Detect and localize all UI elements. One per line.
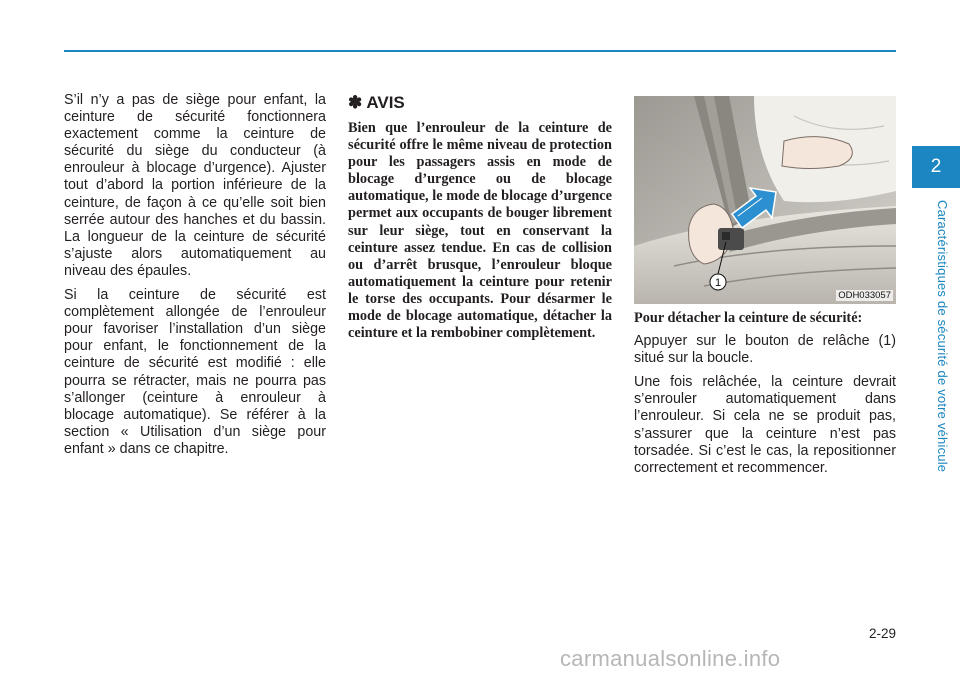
watermark-text: carmanualsonline.info (560, 646, 781, 671)
release-step-2: Une fois relâchée, la ceinture devrait s’enrouler automatiquement dans l’enrouleur. Si cela ne se produit pas, s’assurer que la ceinture n’est pas torsadée. Si c’est le cas, la repositionner correctement et recommencer. (634, 374, 896, 476)
notice-body: Bien que l’enrouleur de la ceinture de sécurité offre le même niveau de protection pour les passagers assis en mode de blocage d’urgence ou de blocage automatique, le mode de blocage d’urgence permet aux occupants de bouger librement sur leur siège, tout en conservant la ceinture assez tendue. En cas de collision ou d’arrêt brusque, l’enrouleur bloque automatiquement la ceinture pour retenir le torse des occupants. Pour désarmer le mode de blocage automatique, détacher la ceinture et la rembobiner complètement. (348, 120, 612, 342)
seatbelt-release-illustration (634, 96, 896, 304)
paragraph-fully-extended: Si la ceinture de sécurité est complètement allongée de l’enrouleur pour favoriser l’installation d’un siège pour enfant, le fonctionnement de la ceinture de sécurité est modifié : elle pourra se rétracter, mais ne pourra pas s’allonger (ceinture à enrouleur à blocage automatique). Se référer à la section « Utilisation d’un siège pour enfant » dans ce chapitre. (64, 287, 326, 457)
notice-box (348, 92, 612, 342)
chapter-tab: 2 (912, 146, 960, 188)
release-heading: Pour détacher la ceinture de sécurité: (634, 310, 863, 326)
figure-code: ODH033057 (838, 290, 891, 301)
release-step-1: Appuyer sur le bouton de relâche (1) situé sur la boucle. (634, 333, 896, 367)
left-column (64, 92, 326, 465)
chapter-title: Caractéristiques de sécurité de votre véhicule (935, 200, 950, 473)
release-instructions (634, 310, 896, 477)
right-column (634, 96, 896, 484)
seatbelt-buckle-image (634, 96, 896, 304)
callout-number: 1 (714, 277, 722, 289)
paragraph-child-seat: S’il n’y a pas de siège pour enfant, la ceinture de sécurité fonctionnera exactement comme la ceinture de sécurité du siège du conducteur (à enrouleur à blocage d’urgence). Ajuster tout d’abord la portion inférieure de la ceinture, de façon à ce qu’elle soit bien serrée autour des hanches et du bassin. La longueur de la ceinture de sécurité s’ajuste alors automatiquement au niveau des épaules. (64, 92, 326, 279)
header-rule (64, 50, 896, 52)
notice-title: ✽ AVIS (348, 93, 405, 112)
page-number: 2-29 (868, 626, 896, 641)
